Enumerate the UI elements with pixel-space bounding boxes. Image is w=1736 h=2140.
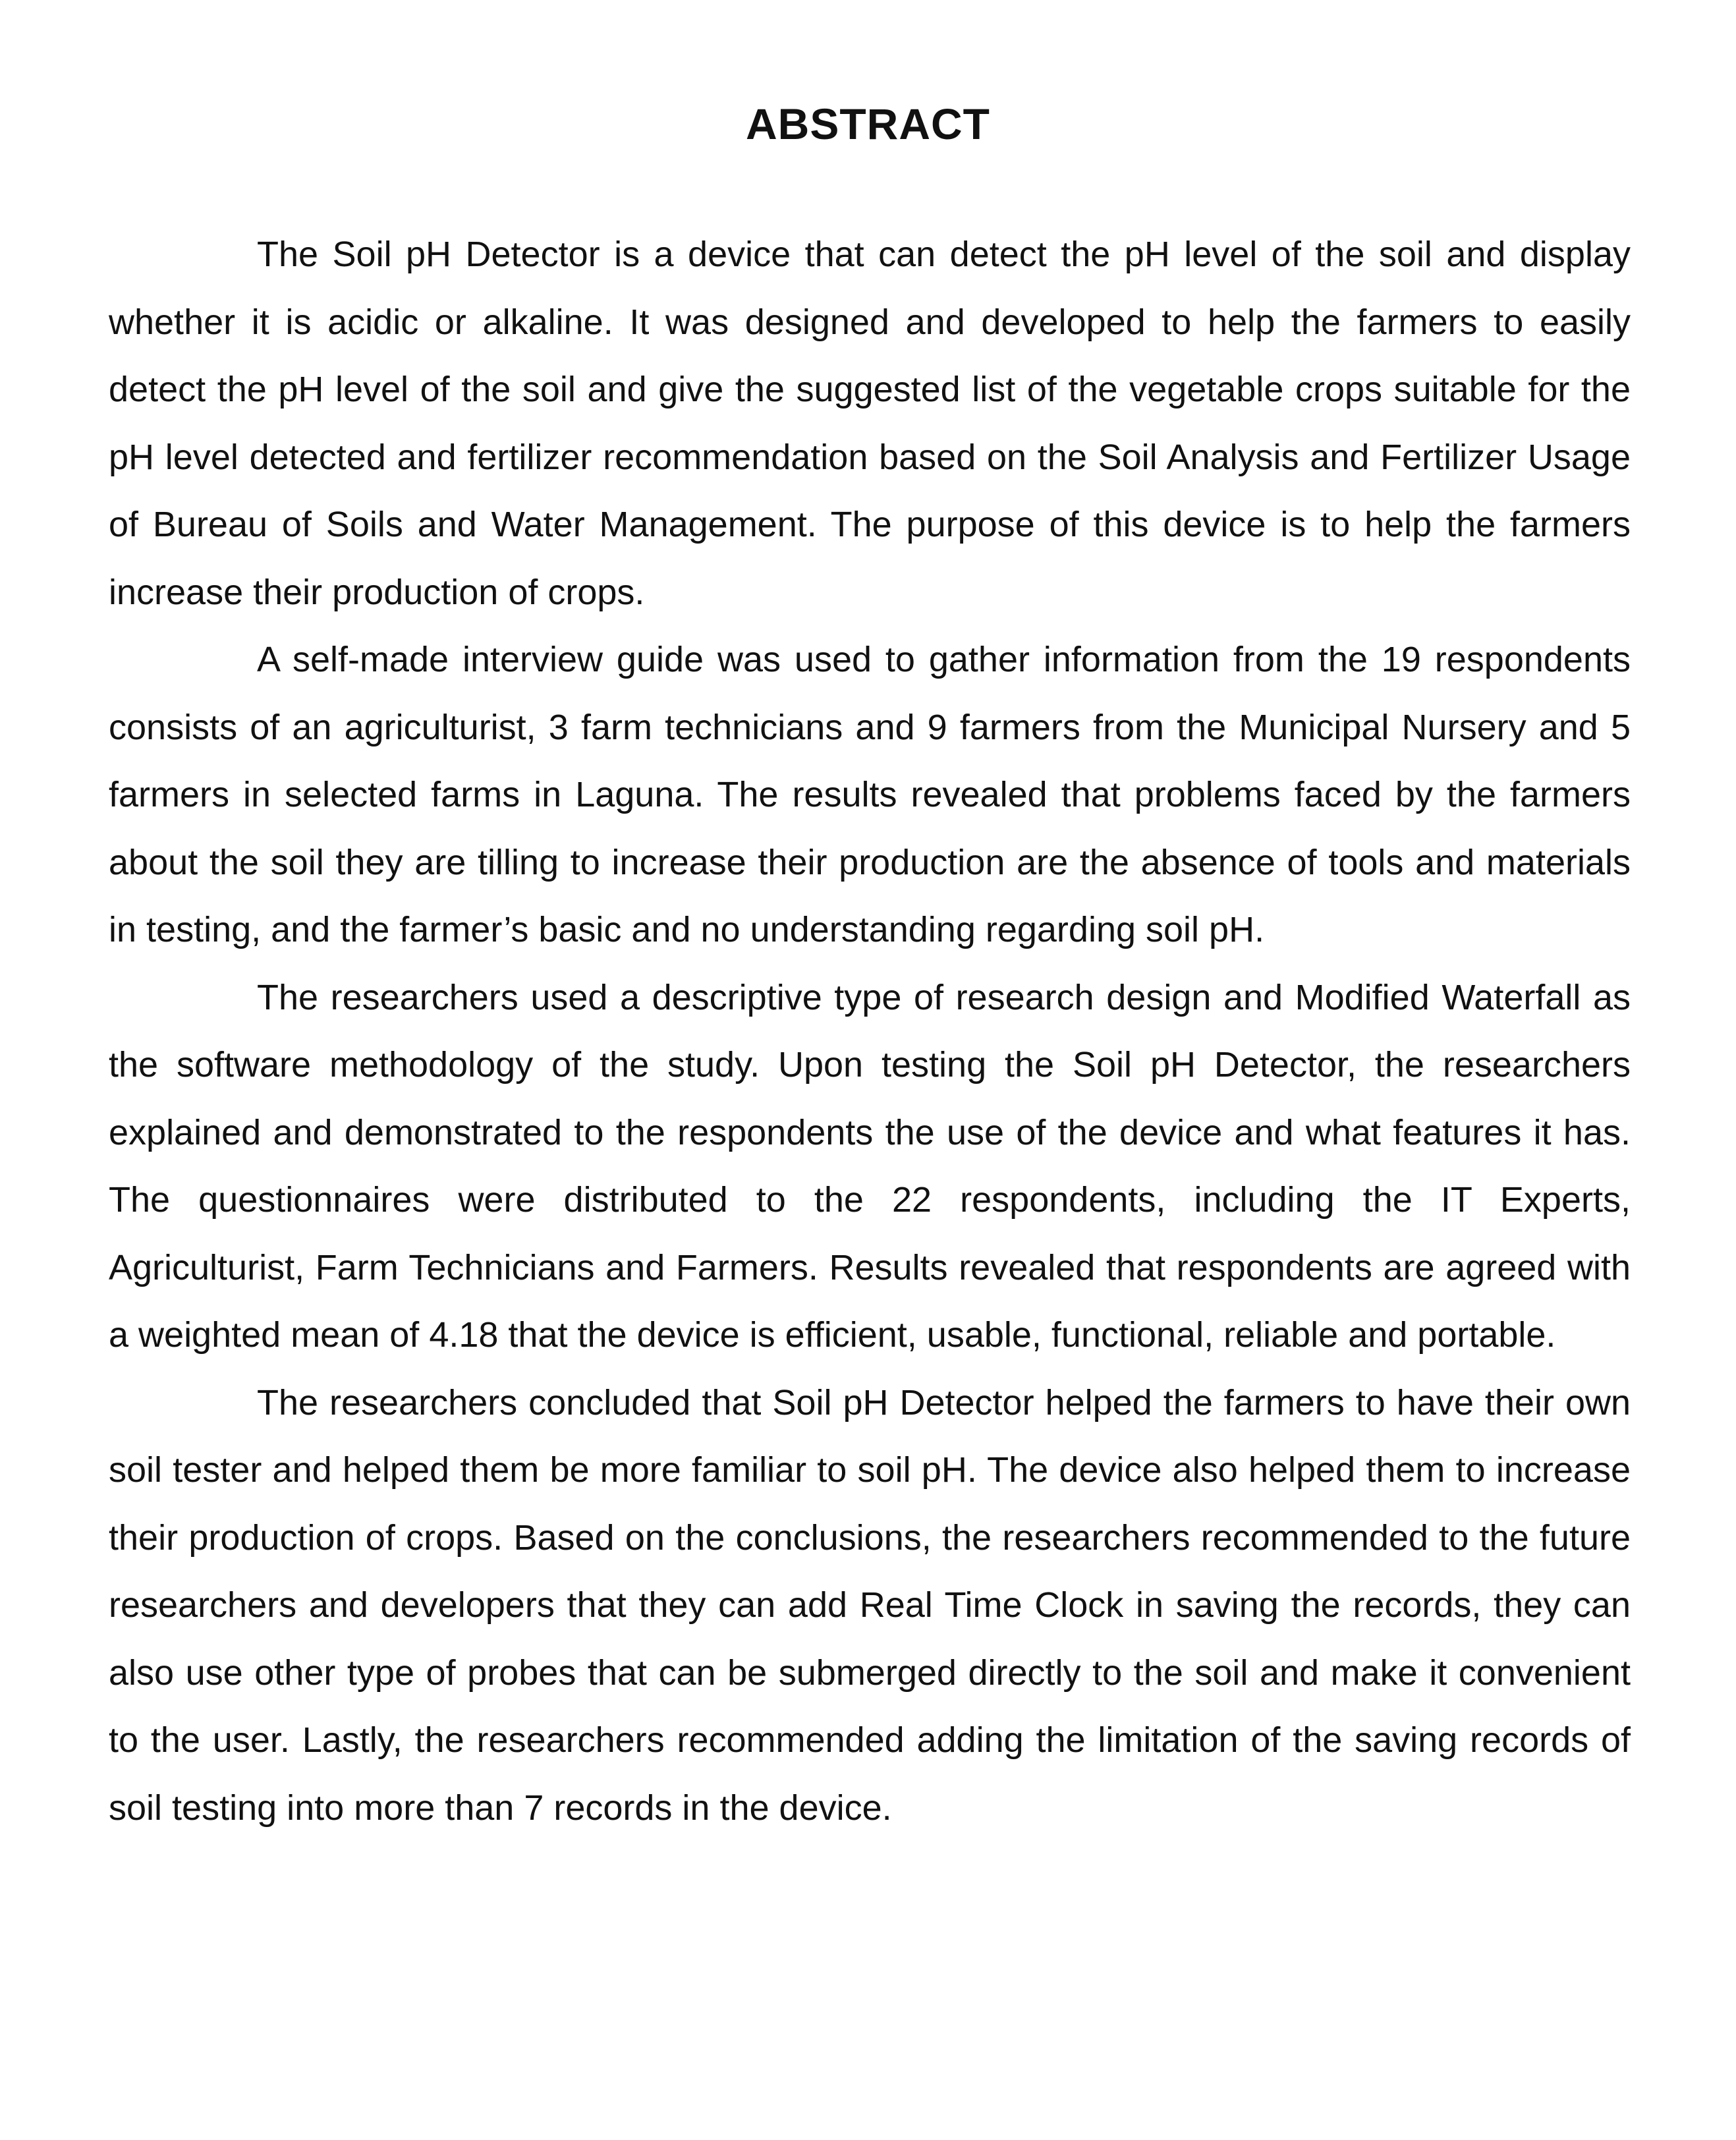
abstract-body (109, 221, 1631, 1842)
abstract-paragraph-2: A self-made interview guide was used to gather information from the 19 respondents consists of an agriculturist, 3 farm technicians and 9 farmers from the Municipal Nursery and 5 farmers in selected farms in Laguna. The results revealed that problems faced by the farmers about the soil they are tilling to increase their production are the absence of tools and materials in testing, and the farmer’s basic and no understanding regarding soil pH. (109, 640, 1631, 949)
abstract-paragraph-1: The Soil pH Detector is a device that can detect the pH level of the soil and display whether it is acidic or alkaline. It was designed and developed to help the farmers to easily detect the pH level of the soil and give the suggested list of the vegetable crops suitable for the pH level detected and fertilizer recommendation based on the Soil Analysis and Fertilizer Usage of Bureau of Soils and Water Management. The purpose of this device is to help the farmers increase their production of crops. (109, 235, 1631, 612)
page-title: ABSTRACT (746, 99, 990, 148)
abstract-paragraph-4: The researchers concluded that Soil pH Detector helped the farmers to have their own soil tester and helped them be more familiar to soil pH. The device also helped them to increase their production of crops. Based on the conclusions, the researchers recommended to the future researchers and developers that they can add Real Time Clock in saving the records, they can also use other type of probes that can be submerged directly to the soil and make it convenient to the user. Lastly, the researchers recommended adding the limitation of the saving records of soil testing into more than 7 records in the device. (109, 1382, 1631, 1828)
abstract-paragraph-3: The researchers used a descriptive type of research design and Modified Waterfall as the software methodology of the study. Upon testing the Soil pH Detector, the researchers explained and demonstrated to the respondents the use of the device and what features it has. The questionnaires were distributed to the 22 respondents, including the IT Experts, Agriculturist, Farm Technicians and Farmers. Results revealed that respondents are agreed with a weighted mean of 4.18 that the device is efficient, usable, functional, reliable and portable. (109, 977, 1631, 1355)
